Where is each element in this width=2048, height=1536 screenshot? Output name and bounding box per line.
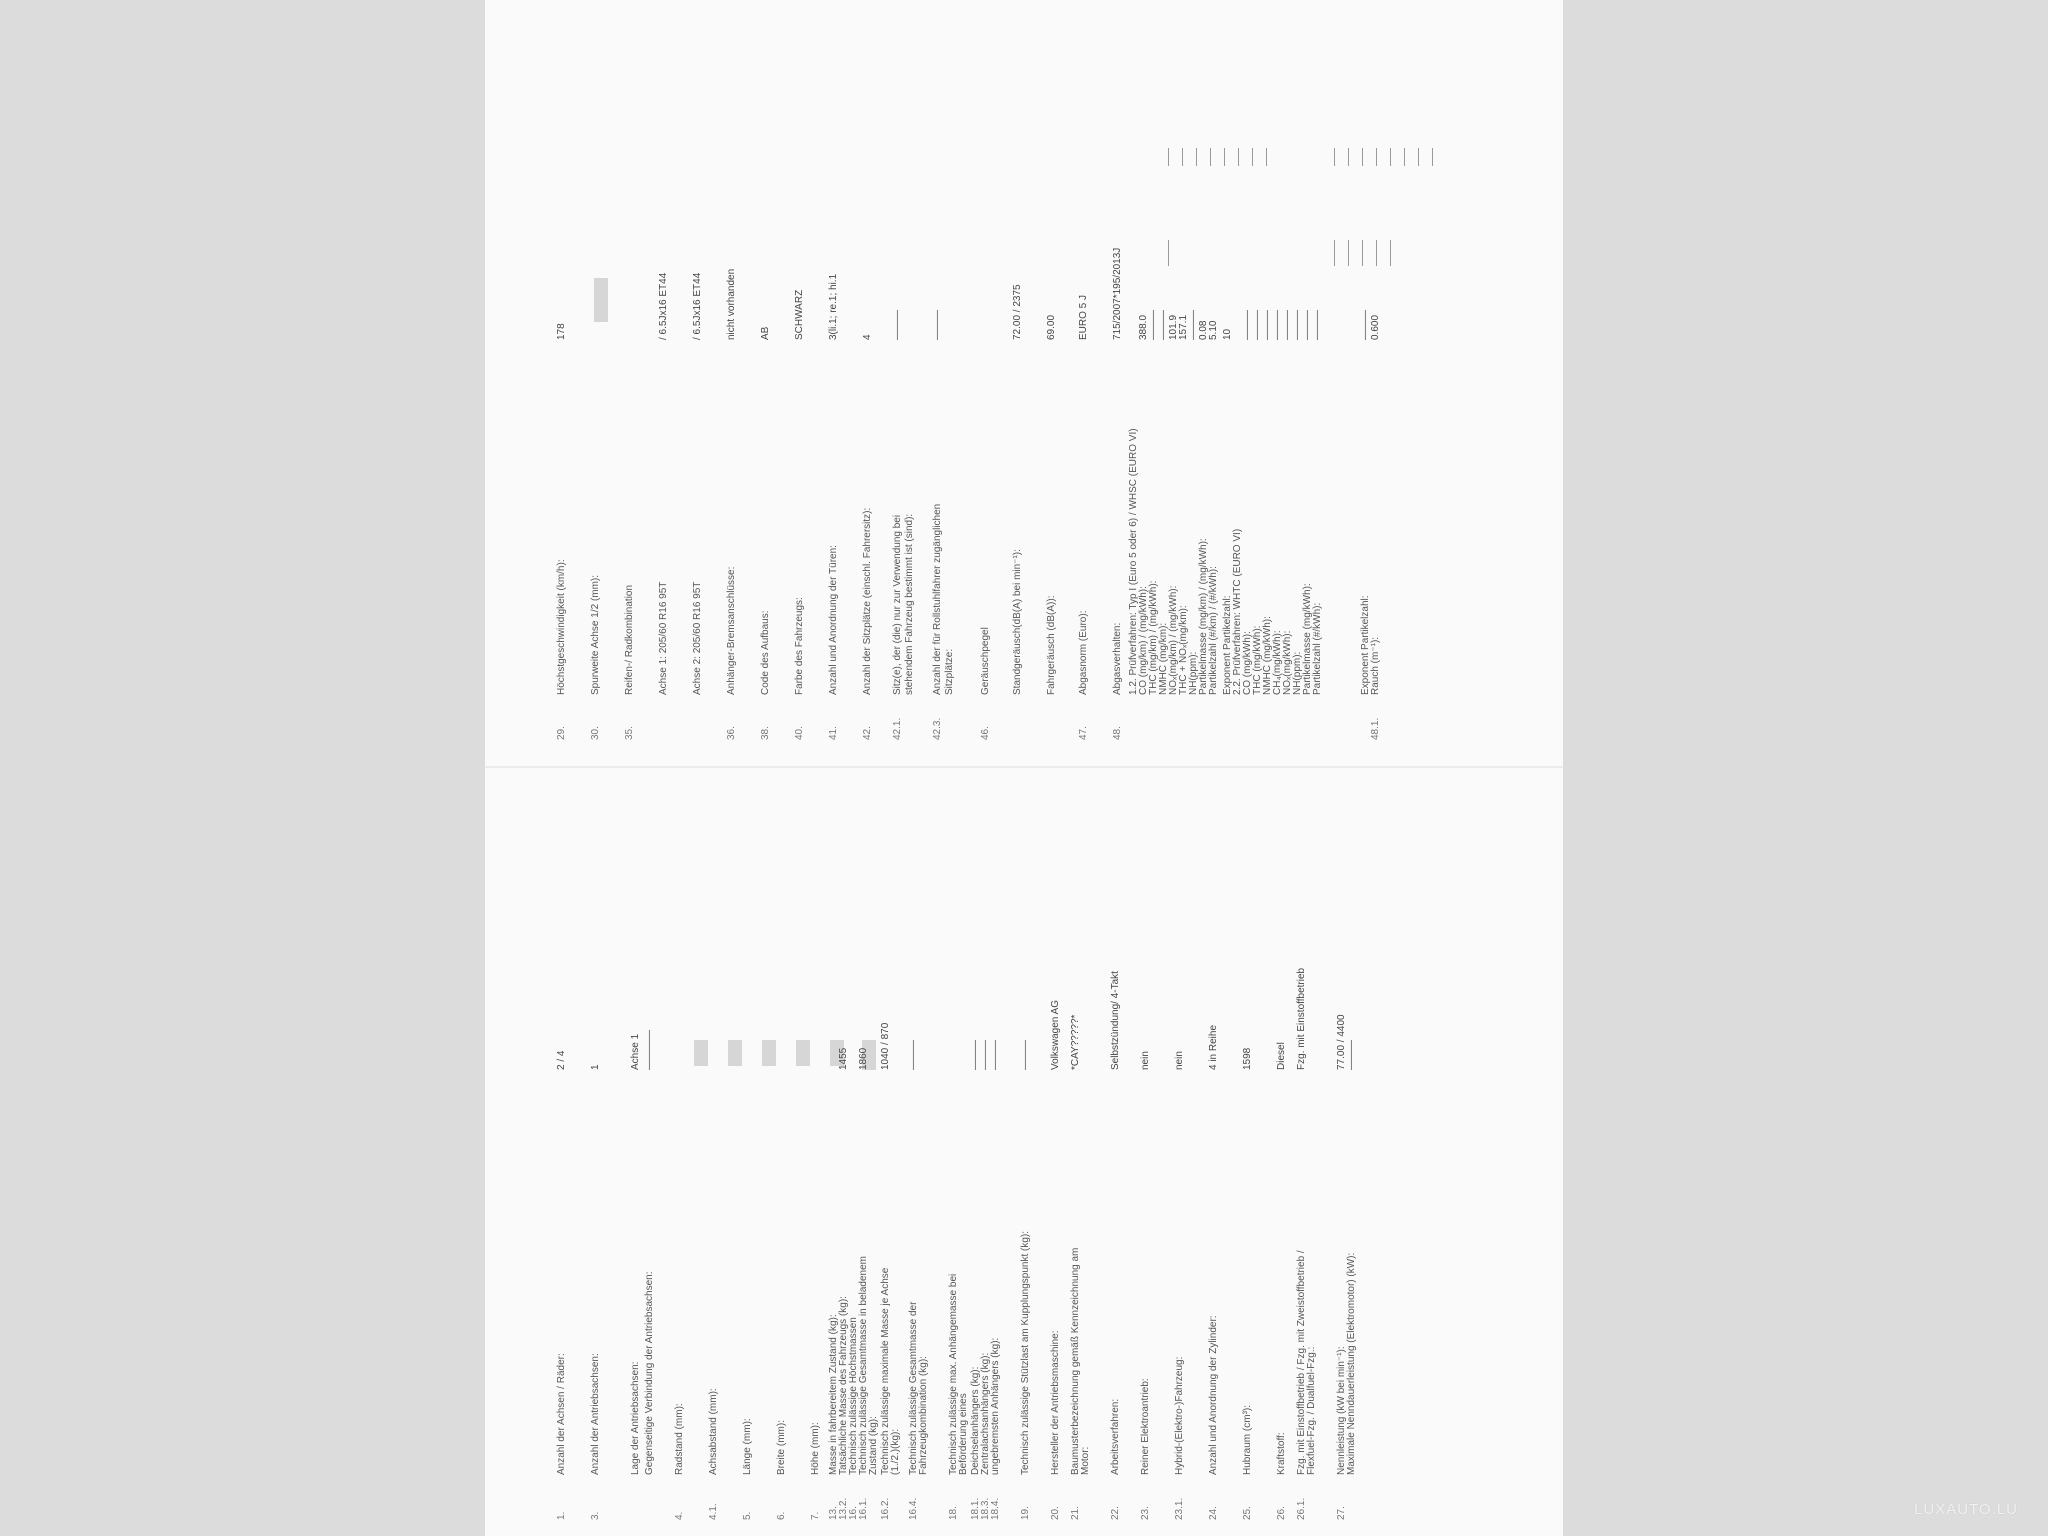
- field-value: Diesel: [1276, 1042, 1287, 1070]
- field-value: 77.00 / 4400: [1336, 1014, 1347, 1070]
- field-number: 13.: [828, 1506, 839, 1520]
- field-number: 20.: [1050, 1506, 1061, 1520]
- field-number: 21.: [1070, 1506, 1081, 1520]
- field-number: 48.: [1112, 726, 1123, 740]
- field-value: ———: [980, 1040, 991, 1070]
- field-value: ———: [970, 1040, 981, 1070]
- field-value: ———: [1158, 310, 1169, 340]
- field-number: 18.1.: [970, 1497, 981, 1520]
- field-label: Zustand (kg):: [868, 1416, 879, 1475]
- table-placeholder-dash: [1348, 240, 1349, 266]
- field-value: ———: [932, 310, 943, 340]
- field-number: 5.: [742, 1511, 753, 1520]
- field-value: 10: [1222, 328, 1233, 340]
- field-label: Abgasnorm (Euro):: [1078, 610, 1089, 695]
- field-label: NMHC (mg/km):: [1158, 622, 1169, 695]
- field-value: 178: [556, 323, 567, 340]
- field-value: 3(li.1; re.1; hi.1: [828, 273, 839, 340]
- field-label: Technisch zulässige maximale Masse je Achse: [880, 1267, 891, 1475]
- table-placeholder-dash: [1182, 148, 1183, 166]
- table-placeholder-dash: [1252, 148, 1253, 166]
- field-label: THC (mg/kWh):: [1252, 625, 1263, 695]
- table-placeholder-dash: [1224, 148, 1225, 166]
- field-number: 16.1.: [858, 1497, 869, 1520]
- field-value: ———: [1346, 1040, 1357, 1070]
- field-label: Lage der Antriebsachsen:: [630, 1361, 641, 1475]
- field-label: Sitzplätze:: [944, 648, 955, 695]
- field-label: Partikelmasse (mg/kWh):: [1302, 583, 1313, 695]
- field-label: Code des Aufbaus:: [760, 610, 771, 695]
- field-label: THC (mg/km) / (mg/kWh):: [1148, 580, 1159, 695]
- redacted-value: [796, 1040, 810, 1066]
- field-value: Volkswagen AG: [1050, 999, 1061, 1070]
- field-value: ———: [908, 1040, 919, 1070]
- field-value: / 6.5Jx16 ET44: [658, 272, 669, 340]
- field-number: 16.4.: [908, 1497, 919, 1520]
- field-label: THC + NOₓ(mg/km):: [1178, 605, 1189, 695]
- field-label: Hybrid-(Elektro-)Fahrzeug:: [1174, 1356, 1185, 1475]
- field-label: Achse 1: 205/60 R16 95T: [658, 581, 669, 695]
- field-number: 42.3.: [932, 717, 943, 740]
- field-number: 35.: [624, 726, 635, 740]
- field-value: ———: [1272, 310, 1283, 340]
- field-label: Exponent Partikelzahl:: [1222, 595, 1233, 695]
- field-label: Standgeräusch(dB(A) bei min⁻¹):: [1012, 549, 1023, 695]
- table-placeholder-dash: [1168, 240, 1169, 266]
- field-value: 5.10: [1208, 320, 1219, 340]
- field-label: Hubraum (cm³):: [1242, 1404, 1253, 1475]
- field-label: Technisch zulässige Gesamtmasse in beladenem: [858, 1256, 869, 1475]
- table-placeholder-dash: [1266, 148, 1267, 166]
- table-placeholder-dash: [1418, 148, 1419, 166]
- field-label: Anzahl der Sitzplätze (einschl. Fahrersitz):: [862, 507, 873, 695]
- table-placeholder-dash: [1376, 240, 1377, 266]
- field-label: Maximale Nenndauerleistung (Elektromotor) (kW):: [1346, 1252, 1357, 1475]
- field-value: 4 in Reihe: [1208, 1024, 1219, 1070]
- field-label: Technisch zulässige Gesamtmasse der: [908, 1301, 919, 1475]
- field-label: Deichselanhängers (kg):: [970, 1366, 981, 1475]
- field-label: Hersteller der Antriebsmaschine:: [1050, 1330, 1061, 1475]
- field-value: 1040 / 870: [880, 1022, 891, 1070]
- field-label: Technisch zulässige Stützlast am Kupplungspunkt (kg):: [1020, 1230, 1031, 1475]
- field-label: Anzahl und Anordnung der Zylinder:: [1208, 1315, 1219, 1475]
- field-number: 26.: [1276, 1506, 1287, 1520]
- field-value: ———: [1262, 310, 1273, 340]
- field-label: Partikelmasse (mg/km) / (mg/kWh):: [1198, 538, 1209, 695]
- field-label: Zentralachsanhängers (kg):: [980, 1352, 991, 1475]
- field-label: Anzahl der für Rollstuhlfahrer zugänglichen: [932, 503, 943, 695]
- field-label: Achse 2: 205/60 R16 95T: [692, 581, 703, 695]
- field-number: 16.2.: [880, 1497, 891, 1520]
- field-number: 27.: [1336, 1506, 1347, 1520]
- field-number: 46.: [980, 726, 991, 740]
- field-label: Reifen-/ Radkombination: [624, 584, 635, 695]
- field-label: Geräuschpegel: [980, 627, 991, 695]
- field-label: Tatsächliche Masse des Fahrzeugs (kg):: [838, 1296, 849, 1475]
- field-label: Partikelzahl (#/kWh):: [1312, 602, 1323, 695]
- field-number: 30.: [590, 726, 601, 740]
- field-label: Motor:: [1080, 1446, 1091, 1475]
- table-placeholder-dash: [1348, 148, 1349, 166]
- field-value: 1860: [858, 1047, 869, 1070]
- table-placeholder-dash: [1334, 148, 1335, 166]
- site-watermark: LUXAUTO.LU: [1914, 1501, 2018, 1518]
- field-value: 388.0: [1138, 314, 1149, 340]
- field-label: Abgasverhalten:: [1112, 622, 1123, 695]
- field-number: 41.: [828, 726, 839, 740]
- table-placeholder-dash: [1238, 148, 1239, 166]
- field-value: ———: [1312, 310, 1323, 340]
- field-value: ———: [1282, 310, 1293, 340]
- field-label: 1.2. Prüfverfahren: Typ I (Euro 5 oder 6) / WHSC (EURO VI): [1128, 428, 1139, 695]
- field-value: Fzg. mit Einstoffbetrieb: [1296, 967, 1307, 1070]
- field-number: 18.4.: [990, 1497, 1001, 1520]
- table-placeholder-dash: [1196, 148, 1197, 166]
- redacted-value: [762, 1040, 776, 1066]
- table-placeholder-dash: [1362, 240, 1363, 266]
- field-value: 1: [590, 1064, 601, 1070]
- field-label: Exponent Partikelzahl:: [1360, 595, 1371, 695]
- field-label: NH(ppm):: [1292, 651, 1303, 695]
- field-label: Breite (mm):: [776, 1420, 787, 1475]
- field-value: 157.1: [1178, 314, 1189, 340]
- field-number: 38.: [760, 726, 771, 740]
- field-label: NOₓ(mg/kWh):: [1282, 630, 1293, 695]
- field-value: ————: [644, 1030, 655, 1070]
- field-label: Anhänger-Bremsanschlüsse:: [726, 566, 737, 695]
- field-label: Technisch zulässige Höchstmassen: [848, 1317, 859, 1475]
- redacted-value: [694, 1040, 708, 1066]
- field-value: 0.600: [1370, 314, 1381, 340]
- field-number: 48.1.: [1370, 717, 1381, 740]
- field-number: 13.2.: [838, 1497, 849, 1520]
- field-label: Sitz(e), der (die) nur zur Verwendung bei: [892, 514, 903, 695]
- field-number: 36.: [726, 726, 737, 740]
- field-value: nicht vorhanden: [726, 268, 737, 340]
- field-label: Länge (mm):: [742, 1418, 753, 1475]
- table-placeholder-dash: [1334, 240, 1335, 266]
- field-value: ———: [990, 1040, 1001, 1070]
- field-label: NH(ppm):: [1188, 651, 1199, 695]
- page-fold-line: [485, 766, 1563, 768]
- field-number: 26.1.: [1296, 1497, 1307, 1520]
- field-label: Beförderung eines: [958, 1393, 969, 1475]
- field-value: 69.00: [1046, 314, 1057, 340]
- field-number: 6.: [776, 1511, 787, 1520]
- field-number: 7.: [810, 1511, 821, 1520]
- field-label: Flexfuel-Fzg. / Dualfuel-Fzg.:: [1306, 1346, 1317, 1475]
- field-number: 22.: [1110, 1506, 1121, 1520]
- field-number: 18.: [948, 1506, 959, 1520]
- field-number: 4.1.: [708, 1503, 719, 1520]
- field-label: Masse in fahrbereitem Zustand (kg):: [828, 1314, 839, 1475]
- field-label: stehendem Fahrzeug bestimmt ist (sind):: [904, 513, 915, 695]
- field-number: 23.: [1140, 1506, 1151, 1520]
- table-placeholder-dash: [1432, 148, 1433, 166]
- field-value: ———: [1188, 310, 1199, 340]
- field-value: ———: [1148, 310, 1159, 340]
- table-placeholder-dash: [1404, 148, 1405, 166]
- field-label: Fzg. mit Einstoffbetrieb / Fzg. mit Zweistoffbetrieb /: [1296, 1250, 1307, 1475]
- field-value: 715/2007*195/2013J: [1112, 247, 1123, 340]
- field-label: Spurweite Achse 1/2 (mm):: [590, 574, 601, 695]
- field-label: Partikelzahl (#/km) / (#/kWh):: [1208, 566, 1219, 695]
- field-value: ———: [1020, 1040, 1031, 1070]
- field-label: Gegenseitige Verbindung der Antriebsachsen:: [644, 1271, 655, 1475]
- field-number: 4.: [674, 1511, 685, 1520]
- field-label: Nennleistung (kW bei min⁻¹):: [1336, 1346, 1347, 1475]
- field-label: CH₄(mg/kWh):: [1272, 630, 1283, 695]
- field-label: Technisch zulässige max. Anhängemasse bei: [948, 1273, 959, 1475]
- field-label: Anzahl der Achsen / Räder:: [556, 1353, 567, 1475]
- field-value: ———: [1252, 310, 1263, 340]
- field-label: Arbeitsverfahren:: [1110, 1398, 1121, 1475]
- redacted-value: [728, 1040, 742, 1066]
- field-number: 23.1.: [1174, 1497, 1185, 1520]
- redacted-value: [594, 278, 608, 322]
- field-value: ———: [1242, 310, 1253, 340]
- field-value: 0.08: [1198, 320, 1209, 340]
- field-value: nein: [1174, 1051, 1185, 1070]
- field-value: 101.9: [1168, 314, 1179, 340]
- field-number: 29.: [556, 726, 567, 740]
- field-value: 1598: [1242, 1047, 1253, 1070]
- field-number: 16.: [848, 1506, 859, 1520]
- field-label: Anzahl der Antriebsachsen:: [590, 1353, 601, 1475]
- field-value: Selbstzündung/ 4-Takt: [1110, 971, 1121, 1070]
- field-label: Reiner Elektroantrieb:: [1140, 1378, 1151, 1475]
- field-number: 19.: [1020, 1506, 1031, 1520]
- field-number: 47.: [1078, 726, 1089, 740]
- field-value: *CAY?????*: [1070, 1014, 1081, 1070]
- field-label: CO (mg/kWh):: [1242, 631, 1253, 695]
- field-label: NOₓ(mg/km) / (mg/kWh):: [1168, 585, 1179, 695]
- field-label: 2.2. Prüfverfahren: WHTC (EURO VI): [1232, 528, 1243, 695]
- field-value: 4: [862, 334, 873, 340]
- field-label: NMHC (mg/kWh):: [1262, 616, 1273, 695]
- field-value: SCHWARZ: [794, 289, 805, 340]
- field-value: ———: [1292, 310, 1303, 340]
- field-label: ungebremsten Anhängers (kg):: [990, 1337, 1001, 1475]
- field-number: 25.: [1242, 1506, 1253, 1520]
- field-value: ———: [1360, 310, 1371, 340]
- field-label: Rauch (m⁻¹):: [1370, 636, 1381, 695]
- field-label: Radstand (mm):: [674, 1403, 685, 1475]
- field-label: CO (mg/km) / (mg/kWh):: [1138, 586, 1149, 695]
- field-label: Anzahl und Anordnung der Türen:: [828, 545, 839, 695]
- table-placeholder-dash: [1210, 148, 1211, 166]
- field-value: ———: [1302, 310, 1313, 340]
- field-value: Achse 1: [630, 1033, 641, 1070]
- table-placeholder-dash: [1390, 148, 1391, 166]
- field-number: 40.: [794, 726, 805, 740]
- field-value: 72.00 / 2375: [1012, 284, 1023, 340]
- field-value: AB: [760, 326, 771, 340]
- table-placeholder-dash: [1390, 240, 1391, 266]
- field-value: EURO 5 J: [1078, 294, 1089, 340]
- field-label: Fahrgeräusch (dB(A)):: [1046, 595, 1057, 695]
- field-label: Baumusterbezeichnung gemäß Kennzeichnung am: [1070, 1247, 1081, 1475]
- field-number: 3.: [590, 1511, 601, 1520]
- field-label: Fahrzeugkombination (kg):: [918, 1356, 929, 1475]
- field-label: Höhe (mm):: [810, 1422, 821, 1475]
- field-number: 18.3.: [980, 1497, 991, 1520]
- field-number: 42.: [862, 726, 873, 740]
- field-number: 1.: [556, 1511, 567, 1520]
- field-value: / 6.5Jx16 ET44: [692, 272, 703, 340]
- field-number: 24.: [1208, 1506, 1219, 1520]
- field-value: 2 / 4: [556, 1050, 567, 1070]
- table-placeholder-dash: [1168, 148, 1169, 166]
- field-label: Farbe des Fahrzeugs:: [794, 597, 805, 695]
- field-number: 42.1.: [892, 717, 903, 740]
- field-value: nein: [1140, 1051, 1151, 1070]
- table-placeholder-dash: [1362, 148, 1363, 166]
- field-label: (1./2.)(kg):: [890, 1428, 901, 1475]
- field-label: Höchstgeschwindigkeit (km/h):: [556, 559, 567, 695]
- field-value: ———: [892, 310, 903, 340]
- table-placeholder-dash: [1376, 148, 1377, 166]
- field-label: Achsabstand (mm):: [708, 1388, 719, 1475]
- field-value: 1455: [838, 1047, 849, 1070]
- field-label: Kraftstoff:: [1276, 1432, 1287, 1475]
